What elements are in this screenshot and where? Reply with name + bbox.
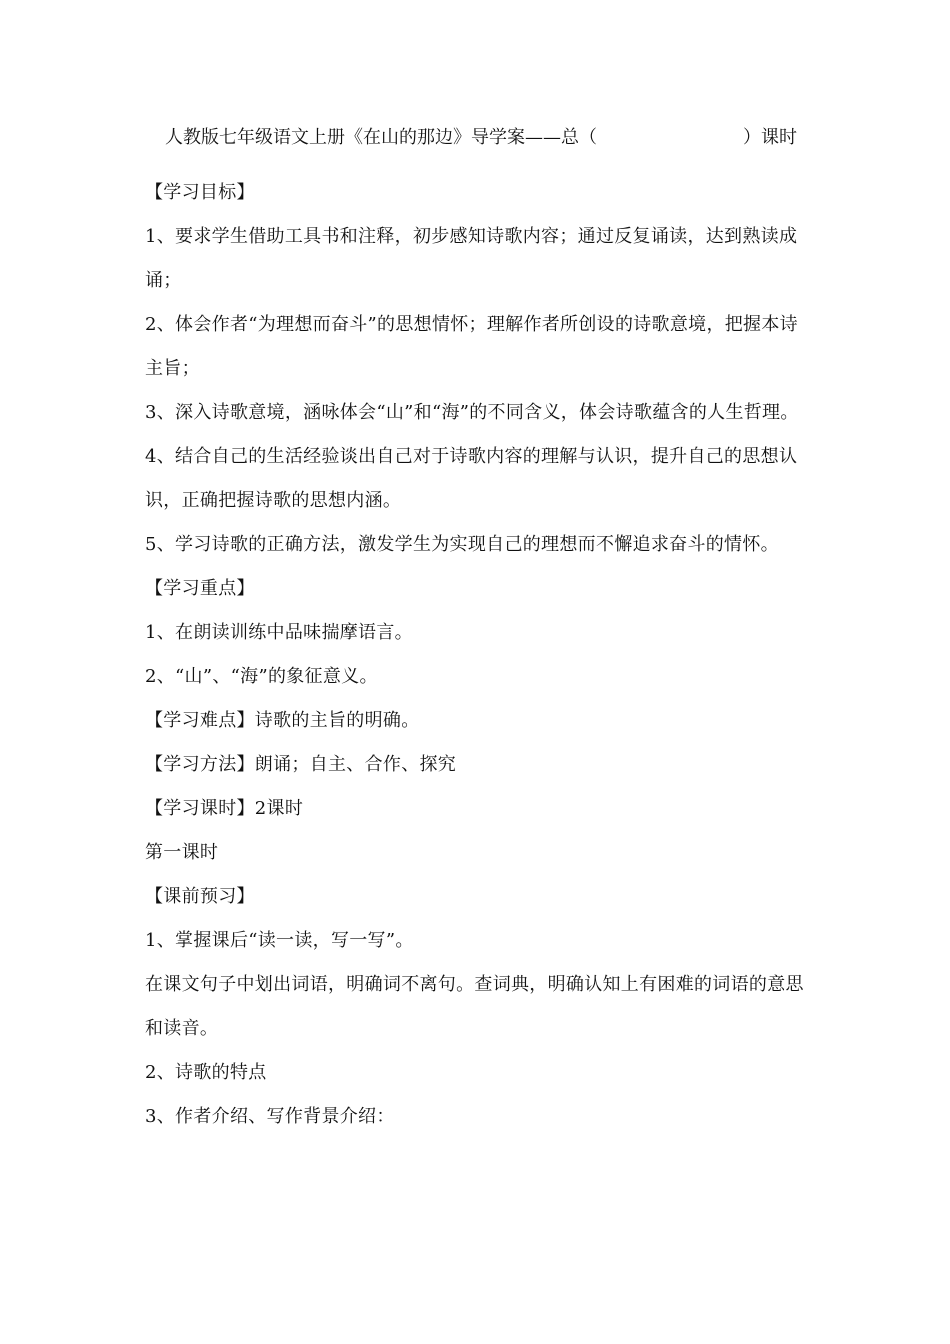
preview-item-1: 1、掌握课后“读一读，写一写”。 bbox=[145, 930, 414, 951]
difficulty-line: 【学习难点】诗歌的主旨的明确。 bbox=[145, 710, 420, 731]
goal-item-3: 3、深入诗歌意境，涵咏体会“山”和“海”的不同含义，体会诗歌蕴含的人生哲理。 bbox=[145, 402, 799, 423]
heading-preview: 【课前预习】 bbox=[145, 886, 255, 907]
key-point-2: 2、“山”、“海”的象征意义。 bbox=[145, 666, 378, 687]
heading-learning-goals: 【学习目标】 bbox=[145, 182, 255, 203]
document-body bbox=[145, 171, 810, 1139]
lesson-count-line: 【学习课时】2课时 bbox=[145, 798, 304, 819]
title-main: 人教版七年级语文上册《在山的那边》导学案——总（ bbox=[165, 127, 597, 148]
preview-item-1-detail: 在课文句子中划出词语，明确词不离句。查词典，明确认知上有困难的词语的意思和读音。 bbox=[145, 974, 804, 1039]
first-lesson-heading: 第一课时 bbox=[145, 842, 219, 863]
goal-item-1: 1、要求学生借助工具书和注释，初步感知诗歌内容；通过反复诵读，达到熟读成诵； bbox=[145, 226, 798, 291]
document-title bbox=[165, 124, 805, 152]
goal-item-5: 5、学习诗歌的正确方法，激发学生为实现自己的理想而不懈追求奋斗的情怀。 bbox=[145, 534, 779, 555]
preview-item-3: 3、作者介绍、写作背景介绍： bbox=[145, 1106, 395, 1127]
heading-key-points: 【学习重点】 bbox=[145, 578, 255, 599]
key-point-1: 1、在朗读训练中品味揣摩语言。 bbox=[145, 622, 413, 643]
method-line: 【学习方法】朗诵；自主、合作、探究 bbox=[145, 754, 457, 775]
preview-item-2: 2、诗歌的特点 bbox=[145, 1062, 267, 1083]
goal-item-4: 4、结合自己的生活经验谈出自己对于诗歌内容的理解与认识，提升自己的思想认识，正确把握诗歌的思想内涵。 bbox=[145, 446, 798, 511]
goal-item-2: 2、体会作者“为理想而奋斗”的思想情怀；理解作者所创设的诗歌意境，把握本诗主旨； bbox=[145, 314, 798, 379]
title-tail: ）课时 bbox=[743, 127, 797, 148]
